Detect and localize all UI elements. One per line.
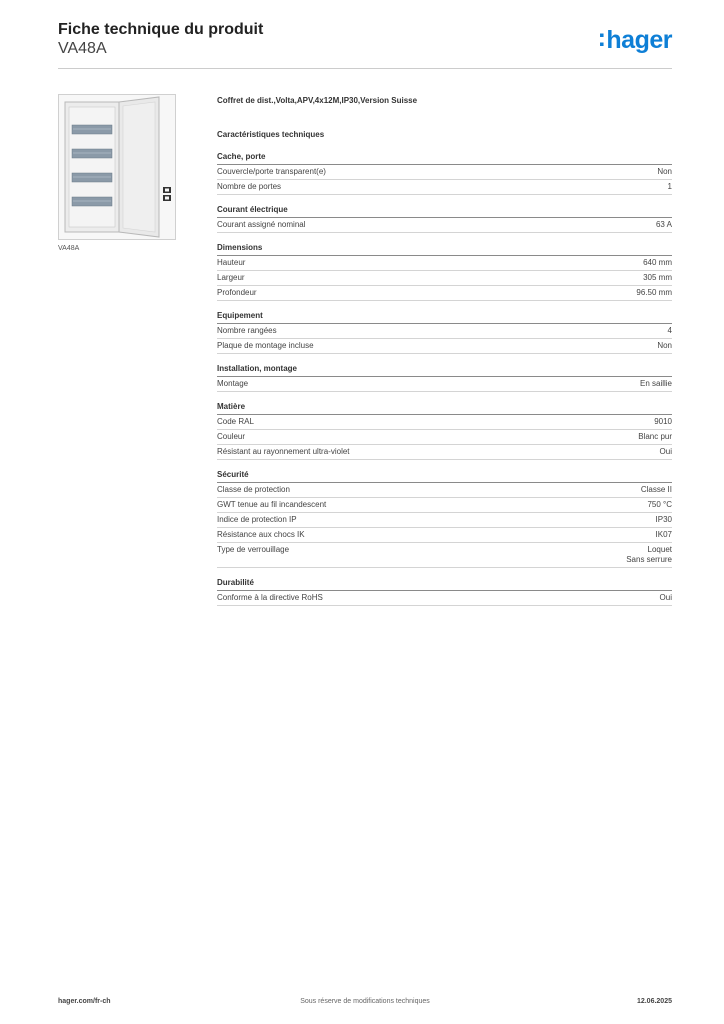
spec-row [217, 528, 672, 543]
spec-label: Couleur [217, 432, 246, 441]
spec-value: 96.50 mm [636, 288, 672, 297]
product-image [58, 94, 176, 240]
spec-section [217, 311, 672, 354]
spec-label: Couvercle/porte transparent(e) [217, 167, 326, 176]
spec-label: Montage [217, 379, 249, 388]
section-title: Cache, porte [217, 152, 672, 165]
spec-value: Loquet Sans serrure [626, 545, 672, 564]
spec-label: Classe de protection [217, 485, 290, 494]
footer-date: 12.06.2025 [636, 998, 672, 1005]
footer-notice: Sous réserve de modifications techniques [300, 998, 430, 1005]
spec-row [217, 165, 672, 180]
spec-value: Oui [659, 593, 672, 602]
spec-section [217, 364, 672, 392]
spec-section [217, 243, 672, 301]
spec-row [217, 445, 672, 460]
spec-section [217, 578, 672, 606]
section-title: Dimensions [217, 243, 672, 256]
footer-website: hager.com/fr-ch [58, 998, 111, 1005]
spec-value: Non [657, 167, 672, 176]
header-divider [58, 68, 672, 69]
spec-row [217, 483, 672, 498]
section-title: Durabilité [217, 578, 672, 591]
spec-label: Hauteur [217, 258, 246, 267]
spec-label: Conforme à la directive RoHS [217, 593, 323, 602]
spec-label: Type de verrouillage [217, 545, 290, 554]
spec-row [217, 180, 672, 195]
spec-value: 640 mm [643, 258, 672, 267]
spec-value: IK07 [655, 530, 672, 539]
spec-label: Code RAL [217, 417, 254, 426]
spec-row [217, 591, 672, 606]
page-header [58, 20, 672, 70]
spec-value: 750 °C [647, 500, 672, 509]
spec-value: Classe II [640, 485, 672, 494]
spec-value: 63 A [655, 220, 672, 229]
spec-value: En saillie [639, 379, 672, 388]
section-title: Matière [217, 402, 672, 415]
logo-dots-icon: : [597, 24, 606, 52]
section-title: Courant électrique [217, 205, 672, 218]
section-title: Installation, montage [217, 364, 672, 377]
spec-value: Blanc pur [638, 432, 672, 441]
product-code: VA48A [58, 40, 107, 57]
spec-row [217, 286, 672, 301]
spec-row [217, 513, 672, 528]
spec-section [217, 470, 672, 568]
spec-value: 305 mm [643, 273, 672, 282]
spec-row [217, 339, 672, 354]
logo-text: hager [606, 26, 672, 54]
section-title: Sécurité [217, 470, 672, 483]
spec-label: Courant assigné nominal [217, 220, 306, 229]
spec-row [217, 256, 672, 271]
spec-row [217, 498, 672, 513]
spec-value: IP30 [655, 515, 672, 524]
spec-label: Résistant au rayonnement ultra-violet [217, 447, 350, 456]
spec-row [217, 415, 672, 430]
spec-value: Oui [659, 447, 672, 456]
section-title: Equipement [217, 311, 672, 324]
spec-row [217, 218, 672, 233]
spec-row [217, 271, 672, 286]
spec-row [217, 324, 672, 339]
spec-label: Nombre de portes [217, 182, 282, 191]
spec-row [217, 430, 672, 445]
spec-row [217, 377, 672, 392]
spec-section [217, 205, 672, 233]
spec-label: Résistance aux chocs IK [217, 530, 305, 539]
technical-characteristics-heading: Caractéristiques techniques [217, 130, 325, 139]
spec-label: Nombre rangées [217, 326, 277, 335]
spec-value: Non [657, 341, 672, 350]
spec-section [217, 402, 672, 460]
spec-label: GWT tenue au fil incandescent [217, 500, 327, 509]
spec-label: Plaque de montage incluse [217, 341, 314, 350]
spec-label: Profondeur [217, 288, 257, 297]
product-description: Coffret de dist.,Volta,APV,4x12M,IP30,Version Suisse [217, 96, 418, 105]
image-caption: VA48A [58, 245, 80, 252]
spec-label: Largeur [217, 273, 245, 282]
page-title: Fiche technique du produit [58, 21, 264, 38]
spec-sections [217, 152, 672, 606]
spec-value: 9010 [654, 417, 672, 426]
distribution-board-illustration [59, 95, 175, 239]
spec-row [217, 543, 672, 568]
product-details [217, 96, 672, 606]
spec-value: 1 [667, 182, 672, 191]
spec-value: 4 [667, 326, 672, 335]
spec-label: Indice de protection IP [217, 515, 297, 524]
spec-section [217, 152, 672, 195]
hager-logo [598, 26, 672, 55]
page-footer [58, 998, 672, 1010]
